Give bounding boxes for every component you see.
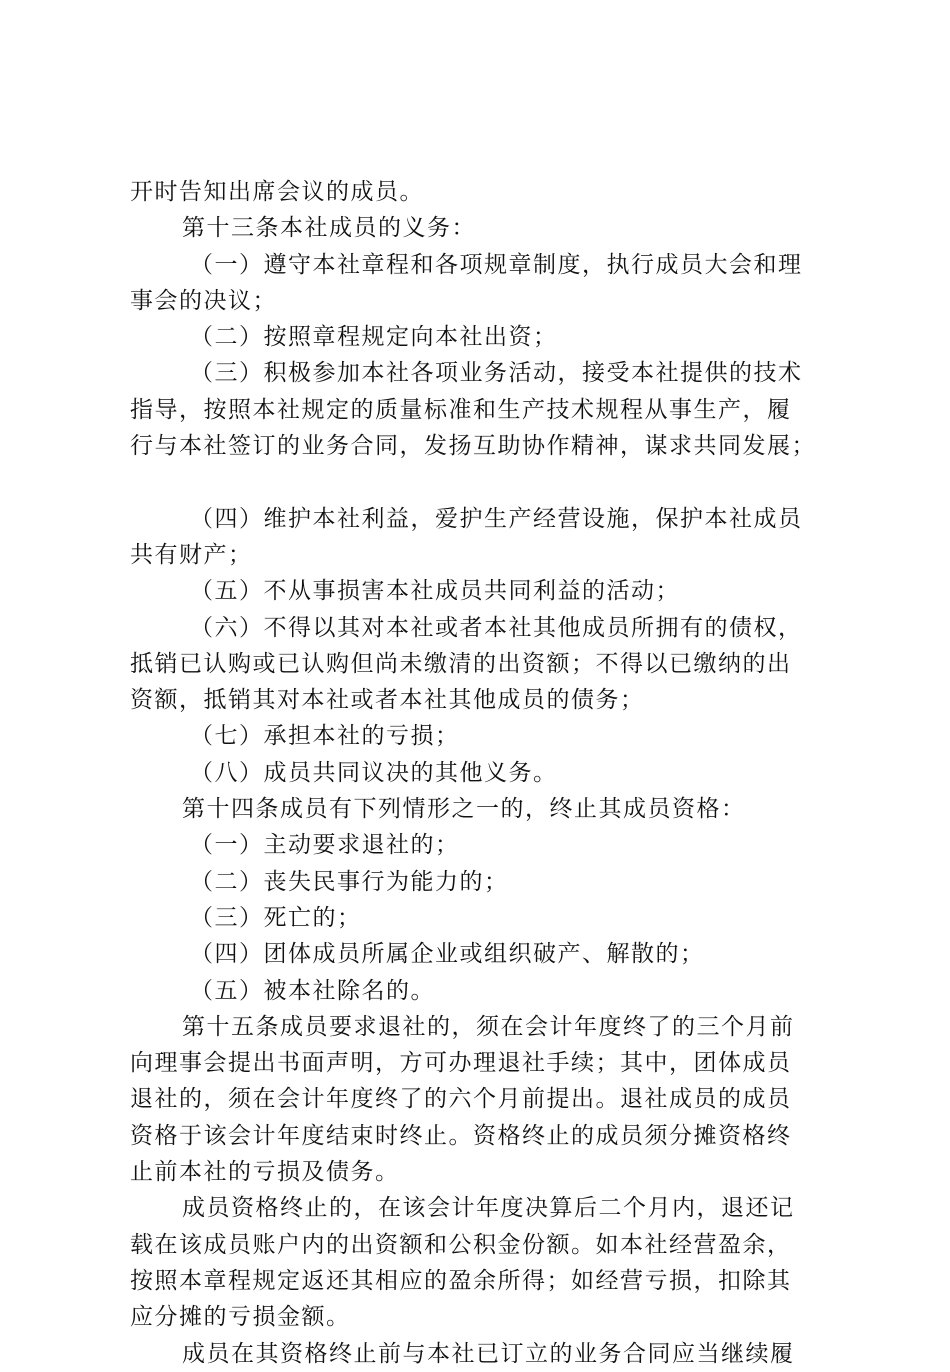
text-line: 抵销已认购或已认购但尚未缴清的出资额；不得以已缴纳的出	[130, 650, 792, 677]
text-line: （八）成员共同议决的其他义务。	[190, 759, 558, 786]
text-line: （二）按照章程规定向本社出资；	[190, 324, 558, 351]
text-line: 开时告知出席会议的成员。	[130, 179, 424, 205]
article-15-heading: 第十五条成员要求退社的，须在会计年度终了的三个月前	[182, 1013, 795, 1040]
text-line: 退社的，须在会计年度终了的六个月前提出。退社成员的成员	[130, 1086, 792, 1113]
text-line: （一）遵守本社章程和各项规章制度，执行成员大会和理	[190, 251, 803, 278]
text-line: （四）团体成员所属企业或组织破产、解散的；	[190, 941, 705, 968]
text-line: 成员在其资格终止前与本社已订立的业务合同应当继续履	[182, 1340, 795, 1367]
article-13-heading: 第十三条本社成员的义务：	[182, 215, 476, 242]
text-line: （五）不从事损害本社成员共同利益的活动；	[190, 578, 680, 605]
text-line: 共有财产；	[130, 541, 253, 568]
text-line: （七）承担本社的亏损；	[190, 723, 460, 750]
article-14-heading: 第十四条成员有下列情形之一的，终止其成员资格：	[182, 796, 746, 823]
text-line: 指导，按照本社规定的质量标准和生产技术规程从事生产，履	[130, 396, 792, 423]
document-body	[130, 174, 830, 1372]
text-line: （四）维护本社利益，爱护生产经营设施，保护本社成员	[190, 505, 803, 532]
text-line: （五）被本社除名的。	[190, 977, 435, 1004]
blank-line	[130, 464, 830, 500]
text-line: 资额，抵销其对本社或者本社其他成员的债务；	[130, 687, 645, 714]
text-line: 资格于该会计年度结束时终止。资格终止的成员须分摊资格终	[130, 1122, 792, 1149]
text-line: 行与本社签订的业务合同，发扬互助协作精神，谋求共同发展；	[130, 433, 816, 460]
text-line: （二）丧失民事行为能力的；	[190, 868, 509, 895]
text-line: （六）不得以其对本社或者本社其他成员所拥有的债权，	[190, 614, 803, 641]
text-line: （一）主动要求退社的；	[190, 832, 460, 859]
text-line: 向理事会提出书面声明，方可办理退社手续；其中，团体成员	[130, 1050, 792, 1077]
text-line: 成员资格终止的，在该会计年度决算后二个月内，退还记	[182, 1195, 795, 1222]
text-line: 载在该成员账户内的出资额和公积金份额。如本社经营盈余，	[130, 1231, 792, 1258]
text-line: （三）死亡的；	[190, 904, 362, 931]
text-line: （三）积极参加本社各项业务活动，接受本社提供的技术	[190, 360, 803, 387]
text-line: 应分摊的亏损金额。	[130, 1304, 351, 1331]
text-line: 事会的决议；	[130, 287, 277, 314]
text-line: 按照本章程规定返还其相应的盈余所得；如经营亏损，扣除其	[130, 1267, 792, 1294]
text-line: 止前本社的亏损及债务。	[130, 1159, 400, 1186]
